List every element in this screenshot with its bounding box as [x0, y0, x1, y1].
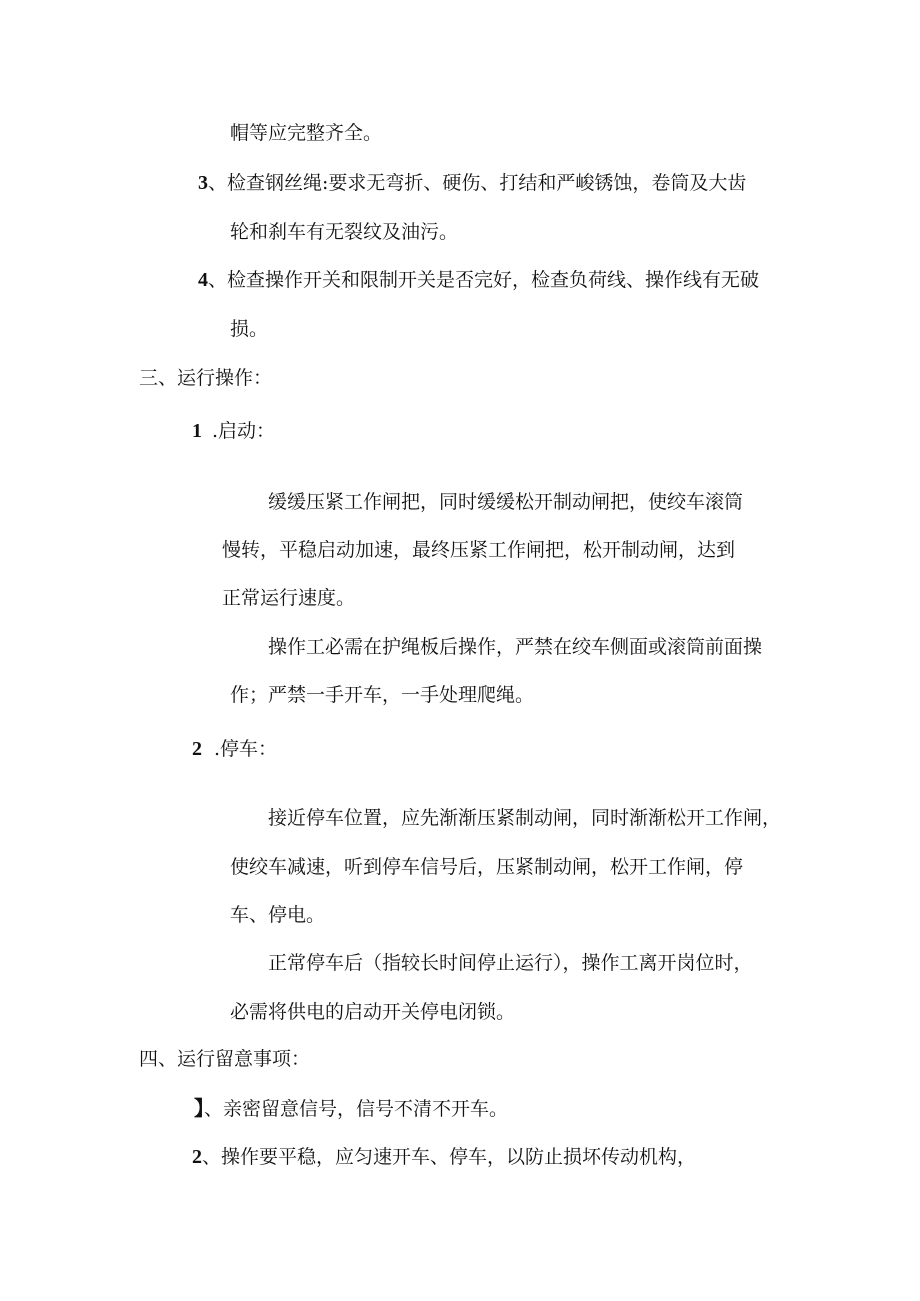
item-4-text: 、检查操作开关和限制开关是否完好，检查负荷线、操作线有无破	[208, 269, 760, 291]
item-4-number: 4	[198, 269, 208, 291]
item-4-line-2: 损。	[230, 318, 269, 340]
sub-1-label: .启动：	[212, 420, 276, 442]
notice-item-2	[192, 1145, 696, 1169]
sub-1-para-2-line-2: 作；严禁一手开车，一手处理爬绳。	[230, 684, 535, 706]
notice-item-2-text: 、操作要平稳，应匀速开车、停车，以防止损坏传动机构，	[202, 1146, 697, 1168]
sub-1-number: 1	[192, 420, 202, 442]
sub-2-para-1-line-2: 使绞车减速，听到停车信号后，压紧制动闸，松开工作闸，停	[230, 856, 744, 878]
sub-2-heading	[192, 737, 277, 761]
notice-item-2-number: 2	[192, 1146, 202, 1168]
sub-2-para-2-line-1: 正常停车后（指较长时间停止运行），操作工离开岗位时，	[268, 952, 753, 974]
sub-1-heading	[192, 419, 275, 443]
sub-2-label: .停车：	[214, 738, 278, 760]
sub-2-para-1-line-3: 车、停电。	[230, 904, 326, 926]
section-4-heading: 四、运行留意事项：	[139, 1048, 311, 1070]
section-3-heading: 三、运行操作：	[139, 367, 273, 389]
notice-item-1	[194, 1097, 508, 1121]
notice-item-1-text: 、亲密留意信号，信号不清不开车。	[204, 1098, 509, 1120]
item-prev-continuation: 帽等应完整齐全。	[230, 122, 383, 144]
sub-1-para-1-line-2: 慢转，平稳启动加速，最终压紧工作闸把，松开制动闸，达到	[222, 539, 736, 561]
sub-1-para-2-line-1: 操作工必需在护绳板后操作，严禁在绞车侧面或滚筒前面操	[268, 636, 763, 658]
item-3-number: 3	[198, 172, 208, 194]
sub-1-para-1-line-1: 缓缓压紧工作闸把，同时缓缓松开制动闸把，使绞车滚筒	[268, 491, 744, 513]
item-3-text: 、检查钢丝绳:要求无弯折、硬伤、打结和严峻锈蚀，卷筒及大齿	[208, 172, 747, 194]
item-3-line-1	[198, 171, 746, 195]
item-4-line-1	[198, 268, 759, 292]
sub-2-para-2-line-2: 必需将供电的启动开关停电闭锁。	[230, 1001, 516, 1023]
item-3-line-2: 轮和刹车有无裂纹及油污。	[230, 221, 459, 243]
sub-2-para-1-line-1: 接近停车位置，应先渐渐压紧制动闸，同时渐渐松开工作闸，	[268, 807, 782, 829]
notice-item-1-number: 】	[194, 1098, 204, 1120]
sub-1-para-1-line-3: 正常运行速度。	[222, 587, 356, 609]
sub-2-number: 2	[192, 738, 202, 760]
